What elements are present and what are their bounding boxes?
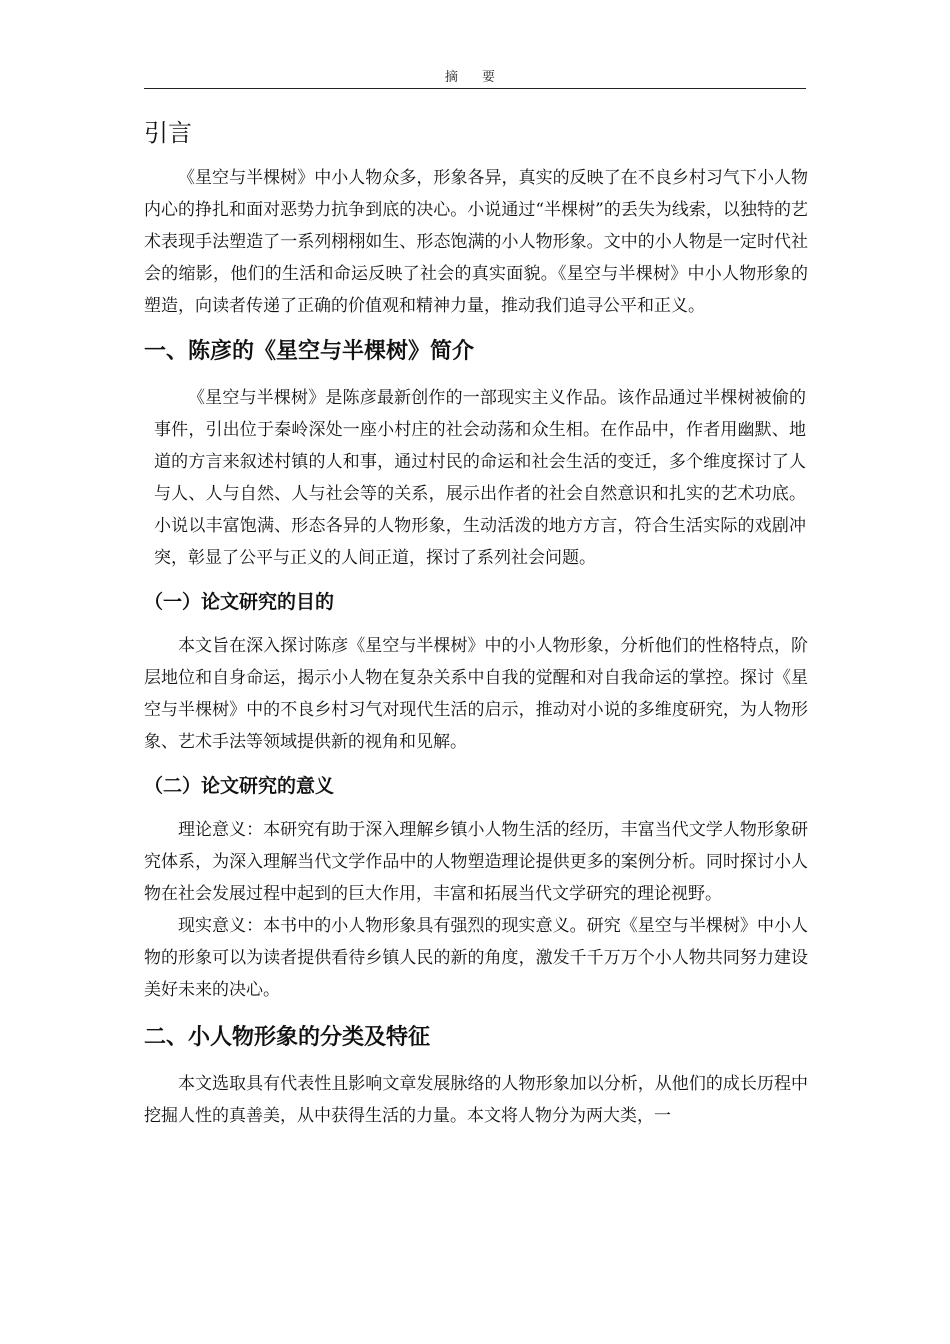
subsection1-paragraph: 本文旨在深入探讨陈彦《星空与半棵树》中的小人物形象，分析他们的性格特点，阶层地位和自身命运，揭示小人物在复杂关系中自我的觉醒和对自我命运的掌控。探讨《星空与半棵树》中的不良乡村习气对现代生活的启示，推动对小说的多维度研究，为人物形象、艺术手法等领域提供新的视角和见解。: [144, 636, 808, 752]
subsection2-heading: （二）论文研究的意义: [144, 775, 335, 797]
page-header: 摘 要: [444, 70, 506, 85]
section2-paragraph: 本文选取具有代表性且影响文章发展脉络的人物形象加以分析，从他们的成长历程中挖掘人性的真善美，从中获得生活的力量。本文将人物分为两大类，一: [144, 1074, 808, 1126]
subsection2-paragraph-theory: 理论意义：本研究有助于深入理解乡镇小人物生活的经历，丰富当代文学人物形象研究体系，为深入理解当代文学作品中的人物塑造理论提供更多的案例分析。同时探讨小人物在社会发展过程中起到的巨大作用，丰富和拓展当代文学研究的理论视野。: [144, 820, 808, 904]
section2-heading: 二、小人物形象的分类及特征: [144, 1025, 431, 1050]
intro-paragraph: 《星空与半棵树》中小人物众多，形象各异，真实的反映了在不良乡村习气下小人物内心的挣扎和面对恶势力抗争到底的决心。小说通过“半棵树”的丢失为线索，以独特的艺术表现手法塑造了一系列栩栩如生、形态饱满的小人物形象。文中的小人物是一定时代社会的缩影，他们的生活和命运反映了社会的真实面貌。《星空与半棵树》中小人物形象的塑造，向读者传递了正确的价值观和精神力量，推动我们追寻公平和正义。: [144, 168, 808, 316]
subsection2-paragraph-practice: 现实意义：本书中的小人物形象具有强烈的现实意义。研究《星空与半棵树》中小人物的形象可以为读者提供看待乡镇人民的新的角度，激发千千万万个小人物共同努力建设美好未来的决心。: [144, 916, 808, 1000]
page-content: [144, 112, 808, 1132]
intro-heading: 引言: [144, 119, 192, 147]
section1-paragraph: 《星空与半棵树》是陈彦最新创作的一部现实主义作品。该作品通过半棵树被偷的事件，引出位于秦岭深处一座小村庄的社会动荡和众生相。在作品中，作者用幽默、地道的方言来叙述村镇的人和事，通过村民的命运和社会生活的变迁，多个维度探讨了人与人、人与自然、人与社会等的关系，展示出作者的社会自然意识和扎实的艺术功底。小说以丰富饱满、形态各异的人物形象，生动活泼的地方方言，符合生活实际的戏剧冲突，彰显了公平与正义的人间正道，探讨了系列社会问题。: [154, 388, 806, 568]
section1-heading: 一、陈彦的《星空与半棵树》简介: [144, 339, 475, 364]
header-rule: [144, 88, 806, 89]
subsection1-heading: （一）论文研究的目的: [144, 591, 335, 613]
